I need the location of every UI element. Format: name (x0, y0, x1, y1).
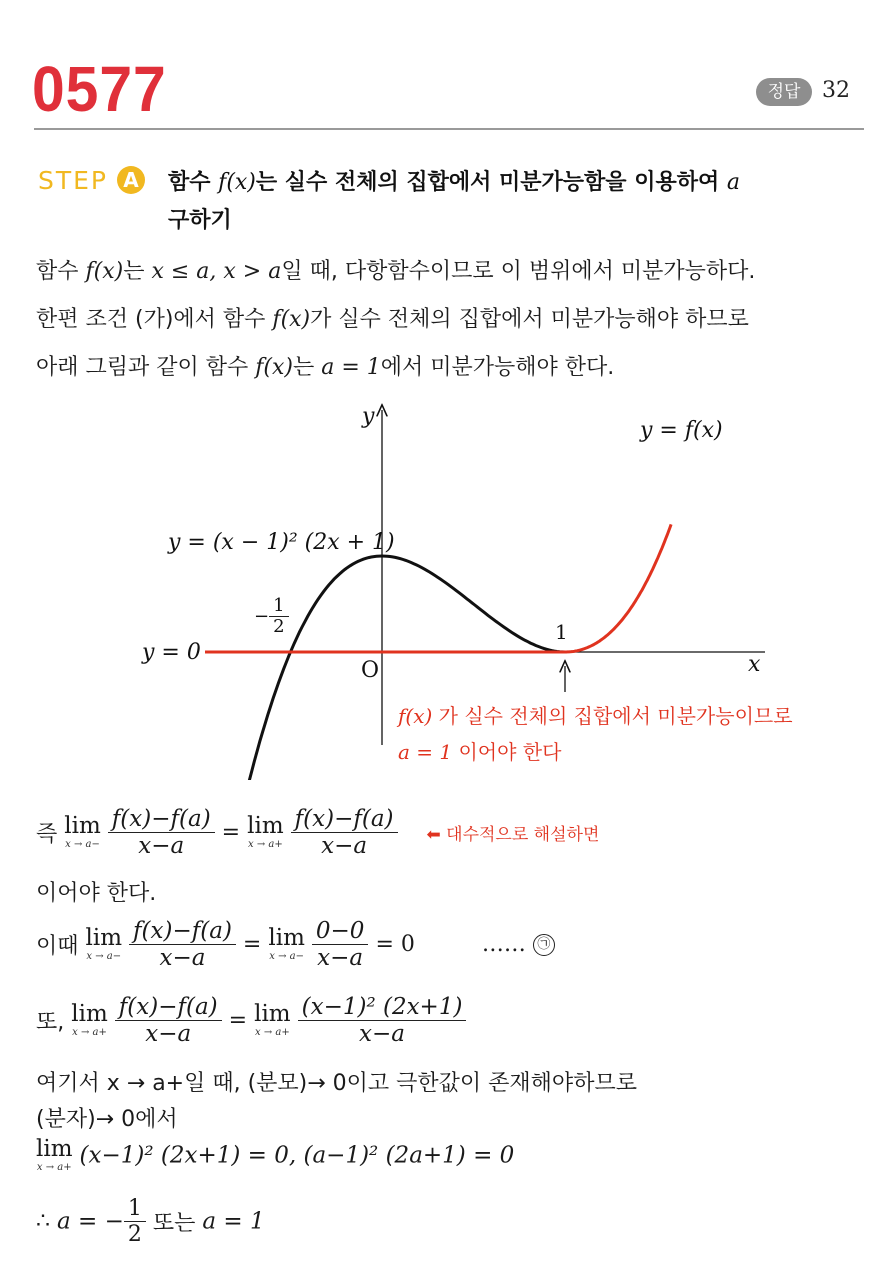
red-curve (565, 524, 671, 652)
problem-number: 0577 (32, 53, 167, 125)
origin-label: O (361, 658, 380, 683)
paragraph-1: 함수 f(x)는 x ≤ a, x > a일 때, 다항함수이므로 이 범위에서 미분가능하다. (36, 259, 756, 284)
answer-badge: 정답 (756, 78, 812, 106)
solution-line-5: 여기서 x → a+일 때, (분모)→ 0이고 극한값이 존재해야하므로 (36, 1071, 637, 1096)
limit-right: lim x → a+ (247, 813, 284, 850)
solution-line-1: 즉 lim x → a− $\frac{f(x)-f(a)}{x-a}$ = lim x → a+ $\frac{f(x)-f(a)}{x-a}$ ⬅ 대수적으로 해설하면 (36, 806, 600, 859)
paragraph-3: 아래 그림과 같이 함수 f(x)는 a = 1에서 미분가능해야 한다. (36, 355, 615, 380)
one-label: 1 (555, 620, 568, 644)
solution-line-7: lim x → a+ (x−1)² (2x+1) = 0, (a−1)² (2a+1) = 0 (36, 1136, 515, 1173)
paragraph-2: 한편 조건 (가)에서 함수 f(x)가 실수 전체의 집합에서 미분가능해야 하므로 (36, 307, 749, 332)
equation-marker: ㉠ (533, 934, 555, 956)
step-label: STEP (38, 166, 109, 195)
cubic-label: y = (x − 1)² (2x + 1) (168, 530, 395, 555)
fx-curve-label: y = f(x) (640, 418, 723, 443)
algebraic-note: ⬅ 대수적으로 해설하면 (426, 825, 600, 845)
answer-page-number: 32 (822, 78, 850, 103)
step-title: 함수 f(x)는 실수 전체의 집합에서 미분가능함을 이용하여 a 구하기 (168, 170, 741, 233)
graph-note-line1: f(x) 가 실수 전체의 집합에서 미분가능이므로 (398, 704, 793, 728)
header-divider (34, 128, 864, 130)
solution-line-4: 또, lim x → a+ $\frac{f(x)-f(a)}{x-a}$ = lim x → a+ $\frac{\text{(x−1)² (2x+1)}}{x-a}$ (36, 994, 466, 1047)
x-axis-label: x (748, 652, 761, 677)
limit-left: lim x → a− (64, 813, 101, 850)
neg-half-label: − $\frac{1}{2}$ (254, 596, 289, 637)
y-axis-label: y (362, 404, 375, 429)
solution-line-6: (분자)→ 0에서 (36, 1107, 178, 1132)
step-letter-badge: A (117, 166, 145, 194)
zero-line-label: y = 0 (142, 640, 201, 665)
solution-line-8: ∴ a = − $\frac{1}{2}$ 또는 a = 1 (36, 1196, 265, 1247)
solution-line-3: 이때 lim x → a− $\frac{f(x)-f(a)}{x-a}$ = lim x → a− $\frac{0-0}{x-a}$ = 0 …… ㉠ (36, 918, 555, 971)
solution-line-2: 이어야 한다. (36, 881, 157, 906)
graph-note-line2: a = 1 이어야 한다 (398, 740, 562, 764)
